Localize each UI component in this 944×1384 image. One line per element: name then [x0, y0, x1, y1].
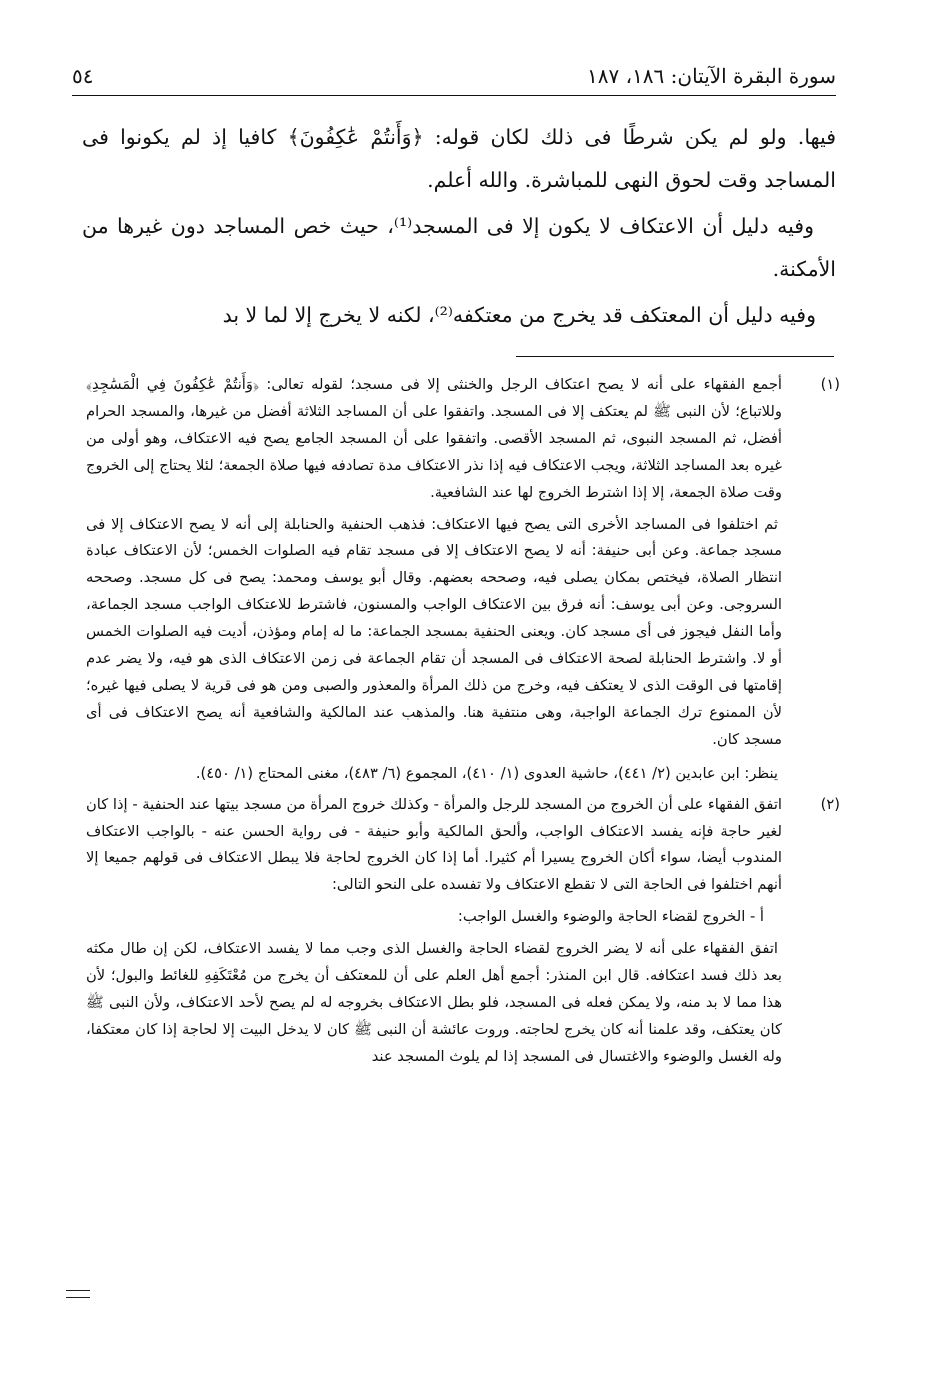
- footnote-separator: [516, 356, 834, 357]
- footnote-paragraph: اتفق الفقهاء على أنه لا يضر الخروج لقضاء الحاجة والغسل الذى وجب مما لا يفسد الاعتكاف، لكن إن طال مكثه بعد ذلك فسد اعتكافه. قال ابن المنذر: أجمع أهل العلم على أن للمعتكف أن يخرج من مُعْتَكَفِهِ للغائط والبول؛ لأن هذا مما لا بد منه، ولا يمكن فعله فى المسجد، فلو بطل الاعتكاف بخروجه له لم يصح لأحد الاعتكاف، ولأن النبى ﷺ كان يعتكف، وقد علمنا أنه كان يخرج لحاجته. وروت عائشة أن النبى ﷺ كان لا يدخل البيت إلا لحاجة إذا كان معتكفا، وله الغسل والوضوء والاغتسال فى المسجد إذا لم يلوث المسجد عند: [86, 940, 782, 1065]
- footnote-2: [86, 792, 840, 1071]
- footnote-paragraph: أجمع الفقهاء على أنه لا يصح اعتكاف الرجل والخنثى إلا فى مسجد؛ لقوله تعالى: ﴿وَأَنتُمْ عَٰكِفُونَ فِي الْمَسَٰجِدِ﴾ وللاتباع؛ لأن النبى ﷺ لم يعتكف إلا فى المسجد. واتفقوا على أن المساجد الثلاثة أفضل من غيرها، والمسجد الحرام أفضل، ثم المسجد النبوى، ثم المسجد الأقصى. واتفقوا على أن المسجد الجامع يصح فيه الاعتكاف، وهو أولى من غيره بعد المساجد الثلاثة، ويجب الاعتكاف فيه إذا نذر الاعتكاف مدة تصادفه فيها صلاة الجمعة؛ لئلا يحتاج إلى الخروج وقت صلاة الجمعة، إلا إذا اشترط الخروج لها عند الشافعية.: [86, 376, 782, 501]
- footnote-paragraph: اتفق الفقهاء على أن الخروج من المسجد للرجل والمرأة - وكذلك خروج المرأة من مسجد بيتها عند الحنفية - إذا كان لغير حاجة فإنه يفسد الاعتكاف الواجب، وألحق المالكية وأبو حنيفة - فى رواية الحسن عنه - بالواجب الاعتكاف المندوب أيضا، سواء أكان الخروج يسيرا أم كثيرا. أما إذا كان الخروج لحاجة فلا يبطل الاعتكاف فى قولهم جميعا إلا أنهم اختلفوا فى الحاجة التى لا تقطع الاعتكاف ولا تفسده على النحو التالى:: [86, 795, 782, 894]
- footnote-number: (١): [820, 376, 840, 393]
- footnote-paragraph: ثم اختلفوا فى المساجد الأخرى التى يصح فيها الاعتكاف: فذهب الحنفية والحنابلة إلى أنه لا يصح الاعتكاف إلا فى مسجد جماعة. وعن أبى حنيفة: أنه لا يصح الاعتكاف إلا فى مسجد تقام فيه الصلوات الخمس؛ لأن الاعتكاف عبادة انتظار الصلاة، فيختص بمكان يصلى فيه، وصححه بعضهم. وقال أبو يوسف ومحمد: يصح فى كل مسجد. وصححه السروجى. وعن أبى يوسف: أنه فرق بين الاعتكاف الواجب والمسنون، فاشترط للاعتكاف الواجب مسجد الجماعة، وأما النفل فيجوز فى أى مسجد كان. ويعنى الحنفية بمسجد الجماعة: ما له إمام ومؤذن، أديت فيه الصلوات الخمس أو لا. واشترط الحنابلة لصحة الاعتكاف فى المسجد أن تقام الجماعة فى زمن الاعتكاف الذى هو فيه، ولا يضر عدم إقامتها فى الوقت الذى لا يعتكف فيه، وخرج من ذلك المرأة والمعذور والصبى ومن هو فى قرية لا يصلى فيها غيره؛ لأن الممنوع ترك الجماعة الواجبة، وهى منتفية هنا. والمذهب عند المالكية والشافعية أنه يصح الاعتكاف فى أى مسجد كان.: [86, 515, 782, 748]
- footnote-sources: ينظر: ابن عابدين (٢/ ٤٤١)، حاشية العدوى (١/ ٤١٠)، المجموع (٦/ ٤٨٣)، مغنى المحتاج (١/ ٤٥٠).: [195, 764, 778, 782]
- footnote-1: [86, 372, 840, 788]
- body-paragraph: وفيه دليل أن الاعتكاف لا يكون إلا فى المسجد⁽¹⁾، حيث خص المساجد دون غيرها من الأمكنة.: [82, 214, 836, 281]
- footnotes: [86, 372, 840, 1071]
- running-title: سورة البقرة الآيتان: ١٨٦، ١٨٧: [587, 64, 836, 88]
- page-number: ٥٤: [72, 64, 94, 88]
- footnote-subheading: أ - الخروج لقضاء الحاجة والوضوء والغسل الواجب:: [457, 908, 764, 926]
- body-paragraph: فيها. ولو لم يكن شرطًا فى ذلك لكان قوله: ﴿وَأَنتُمْ عَٰكِفُونَ﴾ كافيا إذ لم يكونوا فى المساجد وقت لحوق النهى للمباشرة. والله أعلم.: [82, 125, 836, 192]
- running-header: [72, 52, 836, 96]
- header-rule: [72, 95, 836, 96]
- body-paragraph: وفيه دليل أن المعتكف قد يخرج من معتكفه⁽²⁾، لكنه لا يخرج إلا لما لا بد: [222, 303, 816, 327]
- page-continuation-mark: [66, 1290, 90, 1298]
- main-text: [82, 116, 836, 340]
- footnote-number: (٢): [820, 795, 840, 813]
